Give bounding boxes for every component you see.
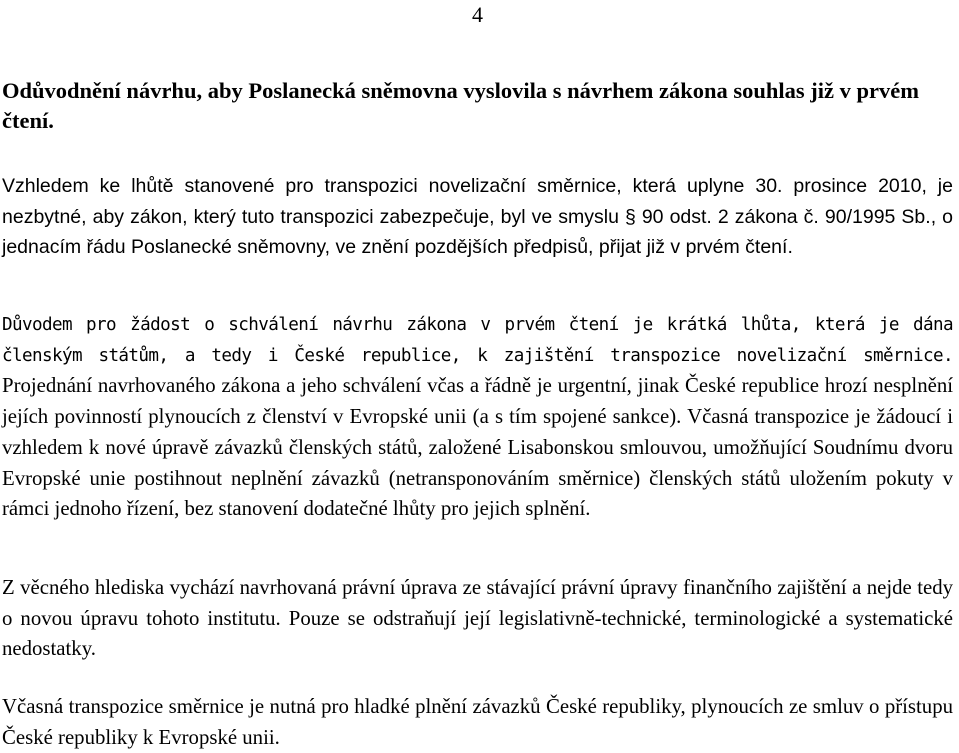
paragraph-reason-lead: Důvodem pro žádost o schválení návrhu zákona v prvém čtení je krátká lhůta, která je dána členským státům, a tedy i České republice, k zajištění transpozice novelizační směrnice. — [2, 315, 953, 366]
paragraph-substance: Z věcného hlediska vychází navrhovaná právní úprava ze stávající právní úpravy finančního zajištění a nejde tedy o novou úpravu tohoto institutu. Pouze se odstraňují její legislativně-technické, terminologické a systematické nedostatky. — [2, 576, 953, 661]
paragraph-reason-body: Projednání navrhovaného zákona a jeho schválení včas a řádně je urgentní, jinak České republice hrozí nesplnění jejích povinností plynoucích z členství v Evropské unii (a s tím spojené sankce). Včasná transpozice je žádoucí i vzhledem k nové úpravě závazků členských států, založené Lisabonskou smlouvou, umožňující Soudnímu dvoru Evropské unie postihnout neplnění závazků (netransponováním směrnice) členských států uložením pokuty v rámci jednoho řízení, bez stanovení dodatečné lhůty pro jejich splnění. — [2, 374, 953, 521]
paragraph-obligations: Včasná transpozice směrnice je nutná pro hladké plnění závazků České republiky, plynoucích ze smluv o přístupu České republiky k Evropské unii. — [2, 695, 953, 749]
paragraph-deadline: Vzhledem ke lhůtě stanovené pro transpozici novelizační směrnice, která uplyne 30. prosince 2010, je nezbytné, aby zákon, který tuto transpozici zabezpečuje, byl ve smyslu § 90 odst. 2 zákona č. 90/1995 Sb., o jednacím řádu Poslanecké sněmovny, ve znění pozdějších předpisů, přijat již v prvém čtení. — [2, 175, 953, 259]
page-number: 4 — [472, 2, 483, 27]
paragraph-reason — [2, 310, 953, 525]
section-heading: Odůvodnění návrhu, aby Poslanecká sněmovna vyslovila s návrhem zákona souhlas již v prvém čtení. — [2, 78, 920, 133]
